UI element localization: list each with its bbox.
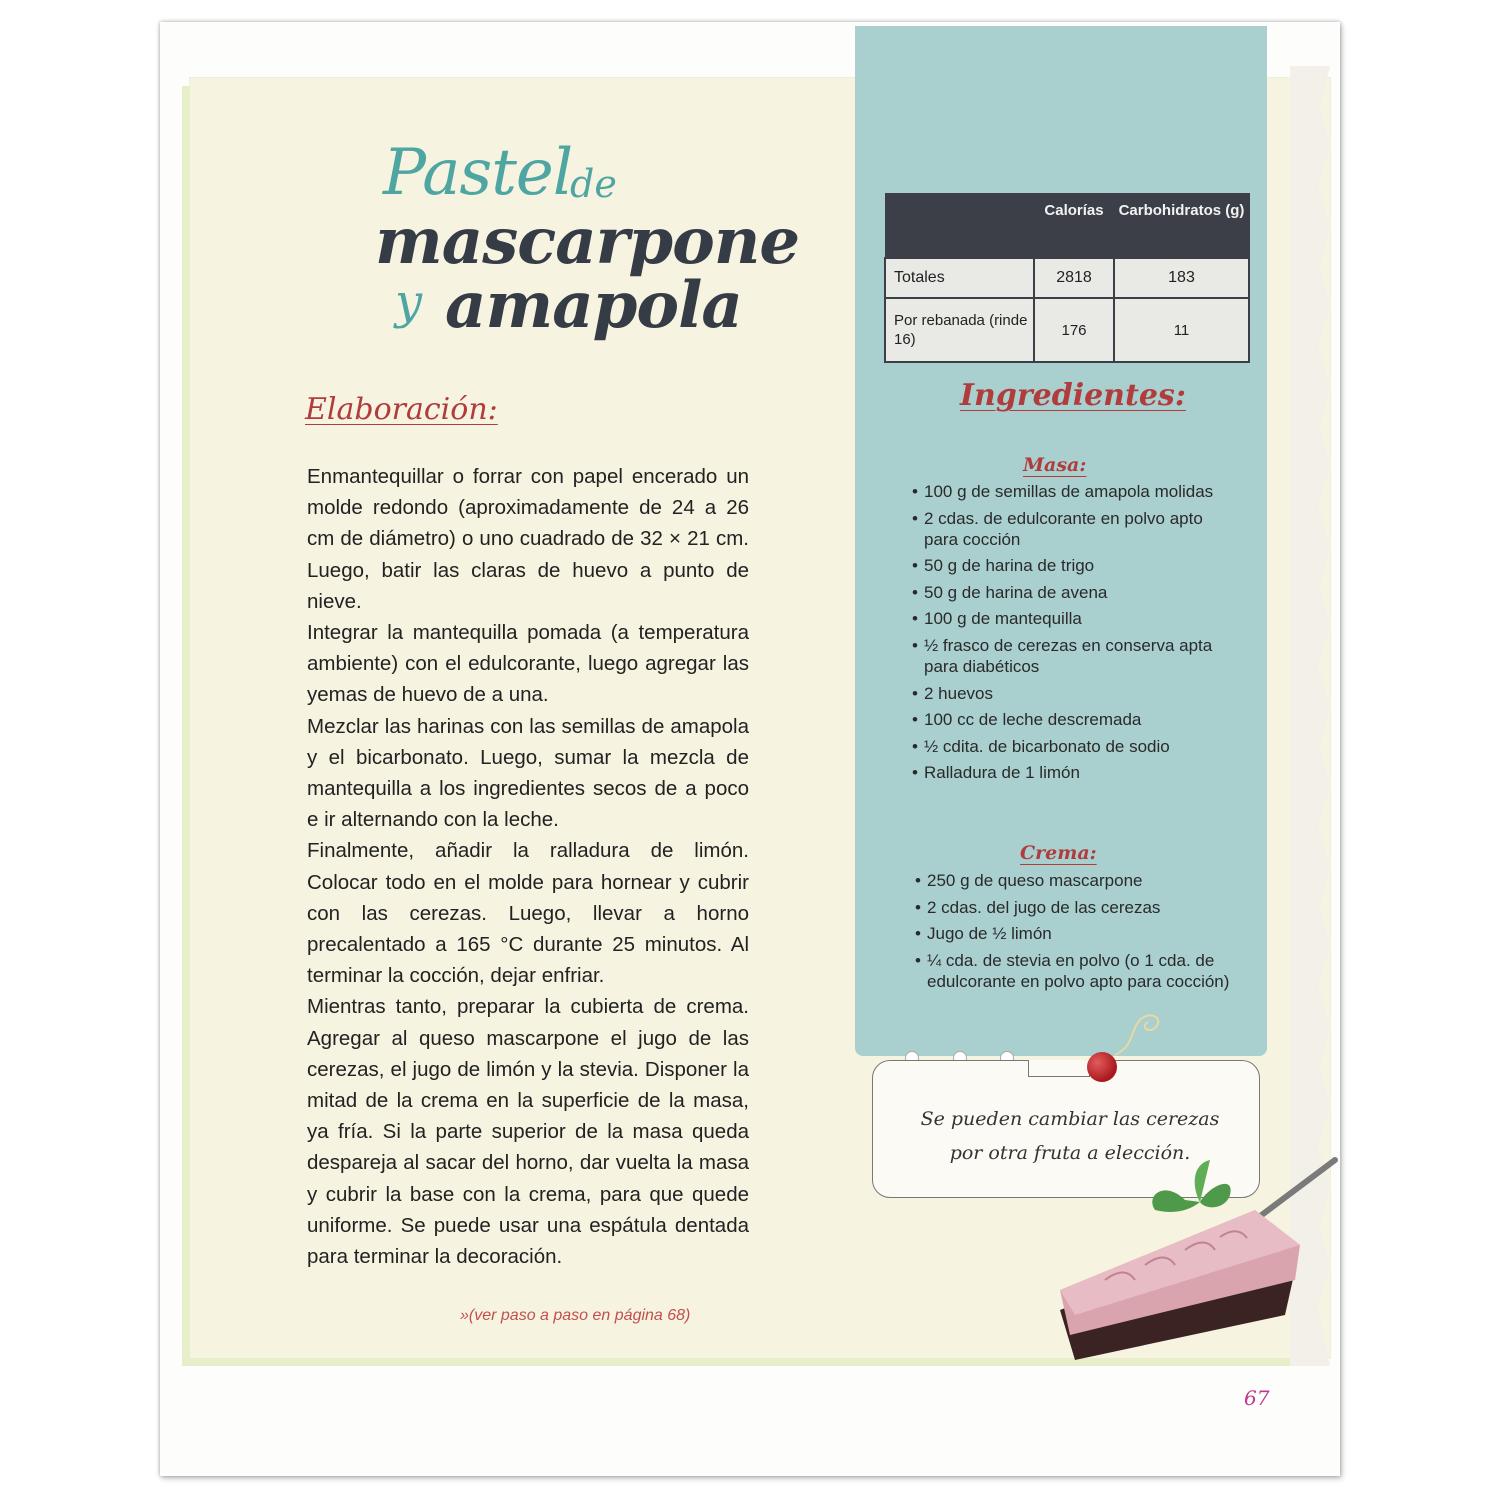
page-number: 67 bbox=[1244, 1386, 1270, 1410]
elaboracion-body bbox=[307, 461, 749, 1272]
tip-line: por otra fruta a elección. bbox=[949, 1142, 1191, 1164]
masa-ingredient-list bbox=[912, 481, 1232, 789]
list-item: • 100 g de mantequilla bbox=[912, 608, 1232, 629]
list-item: • 250 g de queso mascarpone bbox=[915, 870, 1235, 891]
tip-line: Se pueden cambiar las cerezas bbox=[920, 1108, 1220, 1130]
list-item: • 2 cdas. del jugo de las cerezas bbox=[915, 897, 1235, 918]
nutrition-cell: Por rebanada (rinde 16) bbox=[885, 298, 1034, 362]
nutrition-header-cell: Calorías bbox=[1034, 194, 1114, 259]
masa-heading: Masa: bbox=[1023, 454, 1087, 476]
list-item: • ¼ cda. de stevia en polvo (o 1 cda. de edulcorante en polvo apto para cocción) bbox=[915, 950, 1235, 992]
nutrition-cell: 11 bbox=[1114, 298, 1249, 362]
cherry-icon bbox=[1087, 1052, 1117, 1082]
nutrition-header-cell: Carbohidratos (g) bbox=[1114, 194, 1249, 259]
step-paragraph: Integrar la mantequilla pomada (a temperatura ambiente) con el edulcorante, luego agregar las yemas de huevo de a una. bbox=[307, 621, 749, 707]
title-word-amapola: amapola bbox=[445, 268, 742, 343]
nutrition-cell: Totales bbox=[885, 258, 1034, 298]
title-word-pastel: Pastel bbox=[383, 136, 573, 210]
nutrition-table bbox=[884, 193, 1250, 363]
list-item: • Jugo de ½ limón bbox=[915, 923, 1235, 944]
list-item: • ½ frasco de cerezas en conserva apta para diabéticos bbox=[912, 635, 1232, 677]
cake-slice-image bbox=[1015, 1140, 1345, 1400]
nutrition-cell: 183 bbox=[1114, 258, 1249, 298]
list-item: • 100 cc de leche descremada bbox=[912, 709, 1232, 730]
list-item: • 50 g de harina de avena bbox=[912, 582, 1232, 603]
cherry-stem-swirl-icon bbox=[1110, 1000, 1170, 1060]
title-word-de: de bbox=[570, 162, 617, 206]
list-item: • 50 g de harina de trigo bbox=[912, 555, 1232, 576]
crema-heading: Crema: bbox=[1020, 842, 1097, 864]
nutrition-header-cell bbox=[885, 194, 1034, 259]
nutrition-cell: 176 bbox=[1034, 298, 1114, 362]
list-item: • 2 huevos bbox=[912, 683, 1232, 704]
crema-ingredient-list bbox=[915, 870, 1235, 997]
step-paragraph: Mezclar las harinas con las semillas de amapola y el bicarbonato. Luego, sumar la mezcla de mantequilla a los ingredientes secos de a poco e ir alternando con la leche. bbox=[307, 714, 749, 832]
nutrition-row bbox=[885, 258, 1249, 298]
list-item: • 100 g de semillas de amapola molidas bbox=[912, 481, 1232, 502]
step-paragraph: Finalmente, añadir la ralladura de limón. Colocar todo en el molde para hornear y cubrir con las cerezas. Luego, llevar a horno precalentado a 165 °C durante 25 minutos. Al terminar la cocción, dejar enfriar. bbox=[307, 839, 749, 988]
elaboracion-heading: Elaboración: bbox=[305, 392, 498, 427]
ingredientes-heading: Ingredientes: bbox=[960, 378, 1186, 413]
tip-card-tab bbox=[1028, 1060, 1090, 1077]
list-item: • ½ cdita. de bicarbonato de sodio bbox=[912, 736, 1232, 757]
recipe-title bbox=[375, 132, 800, 362]
title-word-y: y bbox=[395, 274, 423, 330]
title-word-mascarpone: mascarpone bbox=[375, 204, 800, 279]
step-paragraph: Mientras tanto, preparar la cubierta de crema. Agregar al queso mascarpone el jugo de las cerezas, el jugo de limón y la stevia. Disponer la mitad de la crema en la superficie de la masa, ya fría. Si la parte superior de la masa queda despareja al sacar del horno, dar vuelta la masa y cubrir la base con la crema, para que quede uniforme. Se puede usar una espátula dentada para terminar la decoración. bbox=[307, 995, 749, 1269]
nutrition-cell: 2818 bbox=[1034, 258, 1114, 298]
step-paragraph: Enmantequillar o forrar con papel encerado un molde redondo (aproximadamente de 24 a 26 cm de diámetro) o uno cuadrado de 32 × 21 cm. Luego, batir las claras de huevo a punto de nieve. bbox=[307, 465, 749, 613]
nutrition-header-row bbox=[885, 194, 1249, 259]
nutrition-row bbox=[885, 298, 1249, 362]
see-more-link: »(ver paso a paso en página 68) bbox=[460, 1307, 691, 1324]
list-item: • 2 cdas. de edulcorante en polvo apto para cocción bbox=[912, 508, 1232, 550]
list-item: • Ralladura de 1 limón bbox=[912, 762, 1232, 783]
